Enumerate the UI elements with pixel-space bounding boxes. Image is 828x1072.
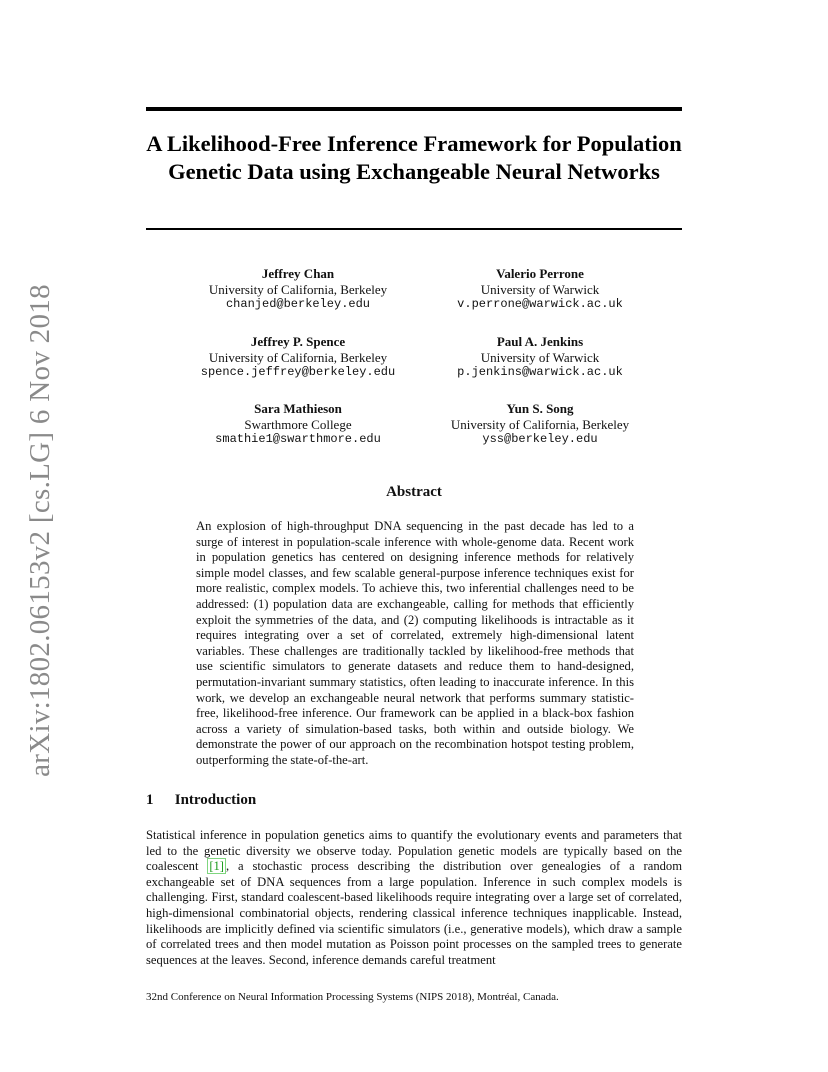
author-name: Yun S. Song bbox=[506, 401, 574, 416]
author-email: p.jenkins@warwick.ac.uk bbox=[457, 365, 623, 379]
author-email: smathie1@swarthmore.edu bbox=[215, 432, 381, 446]
author-name: Paul A. Jenkins bbox=[496, 334, 584, 349]
author-name: Valerio Perrone bbox=[496, 266, 584, 281]
author-affiliation: University of Warwick bbox=[480, 349, 600, 365]
arxiv-stamp bbox=[20, 283, 60, 777]
intro-text-part: , a stochastic process describing the distribution over genealogies of a random exchangeable set of DNA sequences from a large population. Inference in such complex models is challenging. First, standard coalescent-based likelihoods require integrating over a large set of correlated, high-dimensional combinatorial objects, rendering classical inference techniques inapplicable. Instead, likelihoods are implicitly defined via scientific simulators (i.e., generative models), which draw a sample of correlated trees and then model mutation as Poisson point processes on the sampled trees to generate sequences at the leaves. Second, inference demands careful treatment bbox=[146, 859, 682, 967]
author-block bbox=[410, 401, 670, 448]
author-block bbox=[410, 334, 670, 381]
author-name: Jeffrey Chan bbox=[261, 266, 335, 281]
section-title: Introduction bbox=[174, 792, 257, 808]
author-affiliation: University of California, Berkeley bbox=[450, 416, 630, 432]
paper-title: A Likelihood-Free Inference Framework for Population Genetic Data using Exchangeable Neural Networks bbox=[146, 131, 682, 184]
author-name: Sara Mathieson bbox=[254, 401, 342, 416]
author-email: v.perrone@warwick.ac.uk bbox=[457, 297, 623, 311]
title-rule-top bbox=[146, 107, 682, 111]
introduction-text bbox=[146, 828, 682, 968]
author-affiliation: University of California, Berkeley bbox=[208, 281, 388, 297]
author-block bbox=[168, 401, 428, 448]
abstract-text: An explosion of high-throughput DNA sequencing in the past decade has led to a surge of interest in population-scale inference with whole-genome data. Recent work in population genetics has centered on designing inference methods for relatively simple model classes, and few scalable general-purpose inference techniques exist for more realistic, complex models. To achieve this, two inferential challenges need to be addressed: (1) population data are exchangeable, calling for methods that efficiently exploit the symmetries of the data, and (2) computing likelihoods is intractable as it requires integrating over a set of correlated, extremely high-dimensional latent variables. These challenges are traditionally tackled by likelihood-free methods that use scientific simulators to generate datasets and reduce them to hand-designed, permutation-invariant summary statistics, often leading to inaccurate inference. In this work, we develop an exchangeable neural network that performs summary statistic-free, likelihood-free inference. Our framework can be applied in a black-box fashion across a variety of simulation-based tasks, both within and outside biology. We demonstrate the power of our approach on the recombination hotspot testing problem, outperforming the state-of-the-art. bbox=[196, 519, 634, 767]
citation-link[interactable]: [1] bbox=[209, 859, 224, 874]
author-affiliation: University of Warwick bbox=[480, 281, 600, 297]
author-block bbox=[410, 266, 670, 313]
author-block bbox=[168, 266, 428, 313]
abstract-heading: Abstract bbox=[386, 484, 442, 500]
author-name: Jeffrey P. Spence bbox=[250, 334, 346, 349]
author-affiliation: Swarthmore College bbox=[244, 416, 352, 432]
section-number: 1 bbox=[146, 792, 154, 808]
author-email: spence.jeffrey@berkeley.edu bbox=[200, 365, 396, 379]
title-rule-bottom bbox=[146, 228, 682, 230]
conference-footnote: 32nd Conference on Neural Information Processing Systems (NIPS 2018), Montréal, Canada. bbox=[146, 991, 559, 1003]
author-block bbox=[168, 334, 428, 381]
author-email: chanjed@berkeley.edu bbox=[225, 297, 371, 311]
author-affiliation: University of California, Berkeley bbox=[208, 349, 388, 365]
arxiv-stamp-text: arXiv:1802.06153v2 [cs.LG] 6 Nov 2018 bbox=[23, 283, 56, 777]
author-email: yss@berkeley.edu bbox=[482, 432, 598, 446]
section-heading bbox=[146, 792, 682, 809]
intro-text-part: Statistical inference in population genetics aims to quantify the evolutionary events and parameters that led to the genetic diversity we observe today. Population genetic models are typically based on the coalescent bbox=[146, 828, 682, 874]
